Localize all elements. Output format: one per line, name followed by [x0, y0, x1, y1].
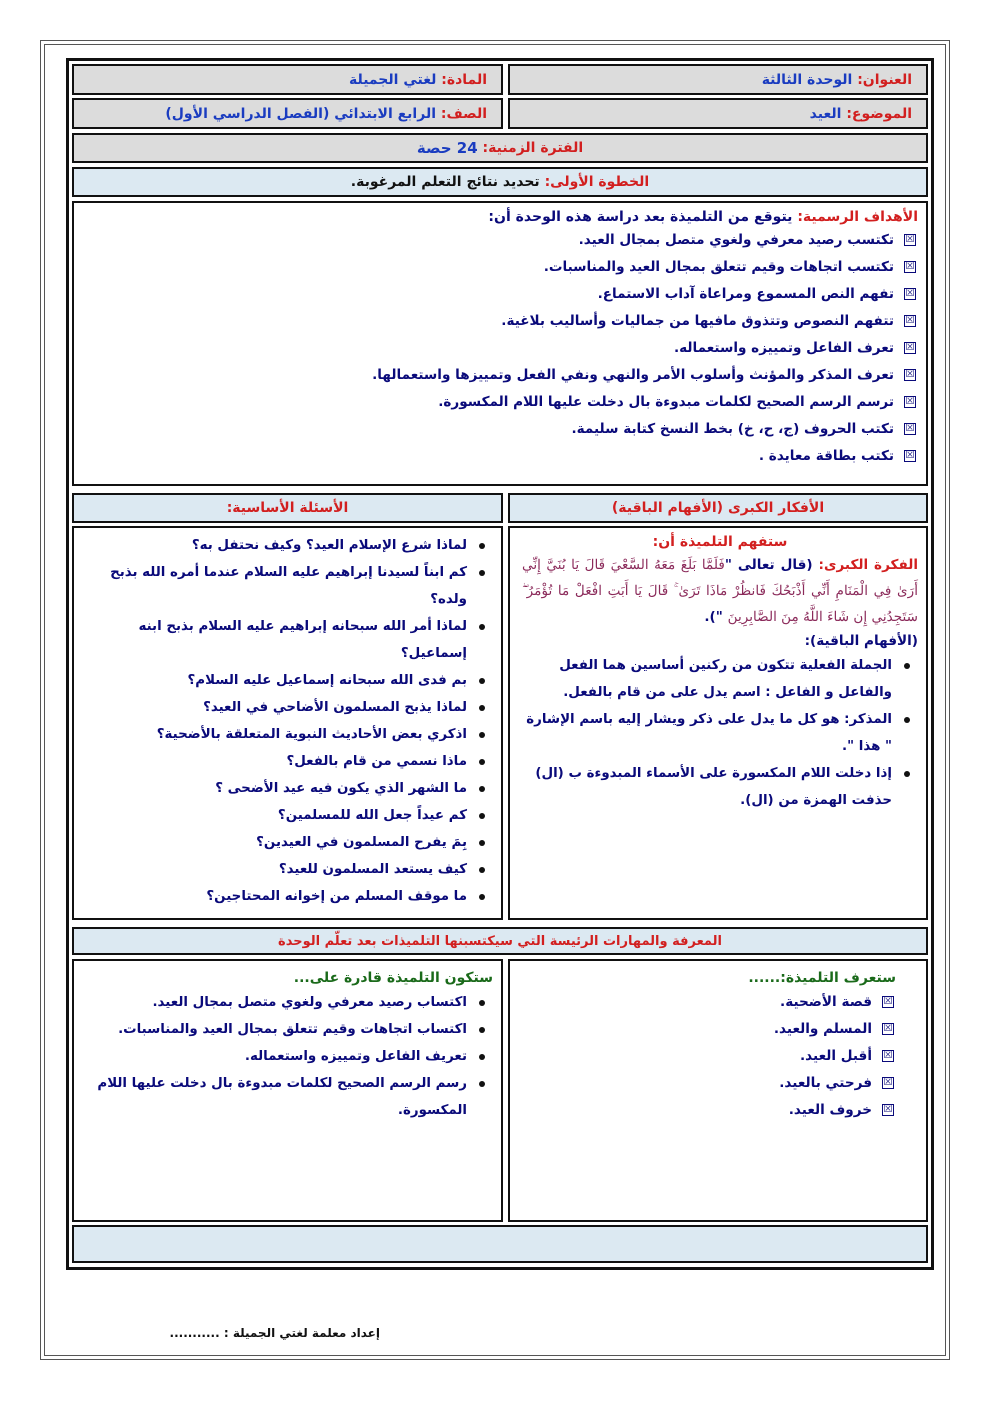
bullet-icon	[904, 717, 910, 723]
bullet-icon	[479, 1081, 485, 1087]
bullet-icon	[479, 678, 485, 684]
list-item: ماذا نسمي من قام بالفعل؟	[84, 748, 493, 775]
bullet-icon	[479, 1027, 485, 1033]
unit-title-cell	[508, 64, 928, 95]
checked-box-icon: ☒	[905, 261, 915, 272]
list-item: ما موقف المسلم من إخوانه المحتاجين؟	[84, 883, 493, 910]
list-item: ☒ فرحتي بالعيد.	[779, 1075, 893, 1091]
questions-list	[84, 532, 493, 910]
list-item: رسم الرسم الصحيح لكلمات مبدوءة بال دخلت عليها اللام المكسورة.	[84, 1070, 493, 1124]
bullet-icon	[479, 570, 485, 576]
checked-box-icon: ☒	[905, 342, 915, 353]
checked-box-icon: ☒	[883, 1023, 893, 1034]
list-item: ☒ تكتسب رصيد معرفي ولغوي متصل بمجال العيد.	[578, 232, 915, 248]
unit-title-value: الوحدة الثالثة	[761, 71, 853, 88]
list-item: لماذا يذبح المسلمون الأضاحي في العيد؟	[84, 694, 493, 721]
list-item: المذكر: هو كل ما يدل على ذكر ويشار إليه باسم الإشارة " هذا ".	[522, 706, 918, 760]
big-idea-label: الفكرة الكبرى:	[818, 557, 918, 573]
list-item: لماذا أمر الله سبحانه إبراهيم عليه السلام بذبح ابنه إسماعيل؟	[84, 613, 493, 667]
list-item: كم ابناً لسيدنا إبراهيم عليه السلام عندما أمره الله بذبح ولده؟	[84, 559, 493, 613]
checked-box-icon: ☒	[905, 396, 915, 407]
list-item: لماذا شرع الإسلام العيد؟ وكيف نحتفل به؟	[84, 532, 493, 559]
bullet-icon	[904, 663, 910, 669]
list-item: ☒ تكتب الحروف (ج، ح، خ) بخط النسخ كتابة سليمة.	[571, 421, 915, 437]
checked-box-icon: ☒	[883, 1104, 893, 1115]
big-ideas-header: الأفكار الكبرى (الأفهام الباقية)	[508, 493, 928, 523]
able-list	[84, 989, 493, 1124]
unit-plan-sheet	[66, 58, 934, 1270]
list-item: ☒ المسلم والعيد.	[773, 1021, 893, 1037]
goals-list	[84, 227, 918, 470]
subject-label: المادة:	[441, 71, 487, 88]
subject-cell	[72, 64, 503, 95]
list-item: اذكري بعض الأحاديث النبوية المتعلقة بالأضحية؟	[84, 721, 493, 748]
subject-value: لغتي الجميلة	[349, 71, 437, 88]
list-item: بم فدى الله سبحانه إسماعيل عليه السلام؟	[84, 667, 493, 694]
will-know-cell	[508, 959, 928, 1222]
enduring-list	[522, 652, 918, 814]
enduring-understandings-label: (الأفهام الباقية):	[804, 633, 918, 649]
unit-title-label: العنوان:	[857, 71, 912, 88]
quran-verse: فَلَمَّا بَلَغَ مَعَهُ السَّعْيَ قَالَ يَا بُنَيَّ إِنِّي أَرَىٰ فِي الْمَنَامِ أَنِّي أَذْبَحُكَ فَانظُرْ مَاذَا تَرَىٰ ۚ قَالَ يَا أَبَتِ افْعَلْ مَا تُؤْمَرُ ۖ سَتَجِدُنِي إِن شَاءَ اللَّهُ مِنَ الصَّابِرِينَ	[522, 557, 918, 625]
checked-box-icon: ☒	[905, 450, 915, 461]
list-item: إذا دخلت اللام المكسورة على الأسماء المبدوءة ب (ال) حذفت الهمزة من (ال).	[522, 760, 918, 814]
know-list	[520, 989, 916, 1124]
bullet-icon	[904, 771, 910, 777]
bullet-icon	[479, 732, 485, 738]
will-know-heading: ستعرف التلميذة:......	[748, 970, 896, 986]
step-one-cell	[72, 167, 928, 197]
checked-box-icon: ☒	[905, 234, 915, 245]
checked-box-icon: ☒	[905, 288, 915, 299]
time-period-cell	[72, 133, 928, 163]
bullet-icon	[479, 705, 485, 711]
topic-cell	[508, 98, 928, 129]
bullet-icon	[479, 1054, 485, 1060]
list-item: ☒ تعرف المذكر والمؤنث وأسلوب الأمر والنهي ونفي الفعل وتمييزها واستعمالها.	[372, 367, 915, 383]
checked-box-icon: ☒	[905, 315, 915, 326]
list-item: كم عيداً جعل الله للمسلمين؟	[84, 802, 493, 829]
bullet-icon	[479, 867, 485, 873]
list-item: ☒ قصة الأضحية.	[780, 994, 893, 1010]
essential-questions-cell	[72, 526, 503, 920]
empty-footer-cell	[72, 1225, 928, 1263]
will-be-able-cell	[72, 959, 503, 1222]
period-label: الفترة الزمنية:	[482, 140, 584, 156]
list-item: ما الشهر الذي يكون فيه عيد الأضحى ؟	[84, 775, 493, 802]
checked-box-icon: ☒	[883, 1050, 893, 1061]
period-value: 24 حصة	[416, 139, 478, 157]
list-item: ☒ تفهم النص المسموع ومراعاة آداب الاستماع.	[597, 286, 915, 302]
essential-questions-header: الأسئلة الأساسية:	[72, 493, 503, 523]
list-item: ☒ تتفهم النصوص وتتذوق مافيها من جماليات وأساليب بلاغية.	[501, 313, 915, 329]
list-item: ☒ تكتسب اتجاهات وقيم تتعلق بمجال العيد والمناسبات.	[543, 259, 915, 275]
knowledge-skills-header: المعرفة والمهارات الرئيسة التي سيكتسبنها التلميذات بعد تعلّم الوحدة	[72, 927, 928, 955]
bullet-icon	[479, 543, 485, 549]
checked-box-icon: ☒	[905, 423, 915, 434]
bullet-icon	[479, 624, 485, 630]
will-be-able-heading: ستكون التلميذة قادرة على...	[293, 970, 493, 986]
goals-heading	[84, 207, 918, 227]
list-item: ☒ ترسم الرسم الصحيح لكلمات مبدوءة بال دخلت عليها اللام المكسورة.	[438, 394, 915, 410]
list-item: الجملة الفعلية تتكون من ركنين أساسين هما الفعل والفاعل و الفاعل : اسم يدل على من قام بالفعل.	[522, 652, 918, 706]
bullet-icon	[479, 813, 485, 819]
checked-box-icon: ☒	[905, 369, 915, 380]
bullet-icon	[479, 840, 485, 846]
will-understand-heading: ستفهم التلميذة أن:	[652, 534, 788, 550]
big-ideas-cell	[508, 526, 928, 920]
topic-value: العيد	[809, 105, 842, 122]
step-one-label: الخطوة الأولى:	[544, 174, 650, 190]
list-item: ☒ تعرف الفاعل وتمييزه واستعماله.	[674, 340, 915, 356]
list-item: اكتساب رصيد معرفي ولغوي متصل بمجال العيد.	[84, 989, 493, 1016]
list-item: ☒ تكتب بطاقة معايدة .	[758, 448, 915, 464]
list-item: كيف يستعد المسلمون للعيد؟	[84, 856, 493, 883]
goals-label: الأهداف الرسمية:	[797, 209, 918, 225]
prepared-by-note: إعداد معلمة لغتي الجميلة : ...........	[169, 1326, 380, 1340]
official-goals-cell	[72, 201, 928, 486]
list-item: ☒ خروف العيد.	[788, 1102, 893, 1118]
topic-label: الموضوع:	[846, 105, 912, 122]
list-item: تعريف الفاعل وتمييزه واستعماله.	[84, 1043, 493, 1070]
list-item: اكتساب اتجاهات وقيم تتعلق بمجال العيد والمناسبات.	[84, 1016, 493, 1043]
step-one-value: تحديد نتائج التعلم المرغوبة.	[350, 174, 540, 190]
bullet-icon	[479, 1000, 485, 1006]
list-item: بِمَ يفرح المسلمون في العيدين؟	[84, 829, 493, 856]
grade-label: الصف:	[440, 105, 487, 122]
big-idea-paragraph: الفكرة الكبرى: (قال تعالى "فَلَمَّا بَلَغَ مَعَهُ السَّعْيَ قَالَ يَا بُنَيَّ إِنِّي أَرَىٰ فِي الْمَنَامِ أَنِّي أَذْبَحُكَ فَانظُرْ مَاذَا تَرَىٰ ۚ قَالَ يَا أَبَتِ افْعَلْ مَا تُؤْمَرُ ۖ سَتَجِدُنِي إِن شَاءَ اللَّهُ مِنَ الصَّابِرِينَ ").	[522, 557, 918, 625]
goals-intro: يتوقع من التلميذة بعد دراسة هذه الوحدة أن:	[488, 209, 793, 225]
checked-box-icon: ☒	[883, 996, 893, 1007]
bullet-icon	[479, 759, 485, 765]
checked-box-icon: ☒	[883, 1077, 893, 1088]
list-item: ☒ أقبل العيد.	[800, 1048, 893, 1064]
bullet-icon	[479, 786, 485, 792]
grade-value: الرابع الابتدائي (الفصل الدراسي الأول)	[165, 105, 436, 122]
bullet-icon	[479, 894, 485, 900]
grade-cell	[72, 98, 503, 129]
